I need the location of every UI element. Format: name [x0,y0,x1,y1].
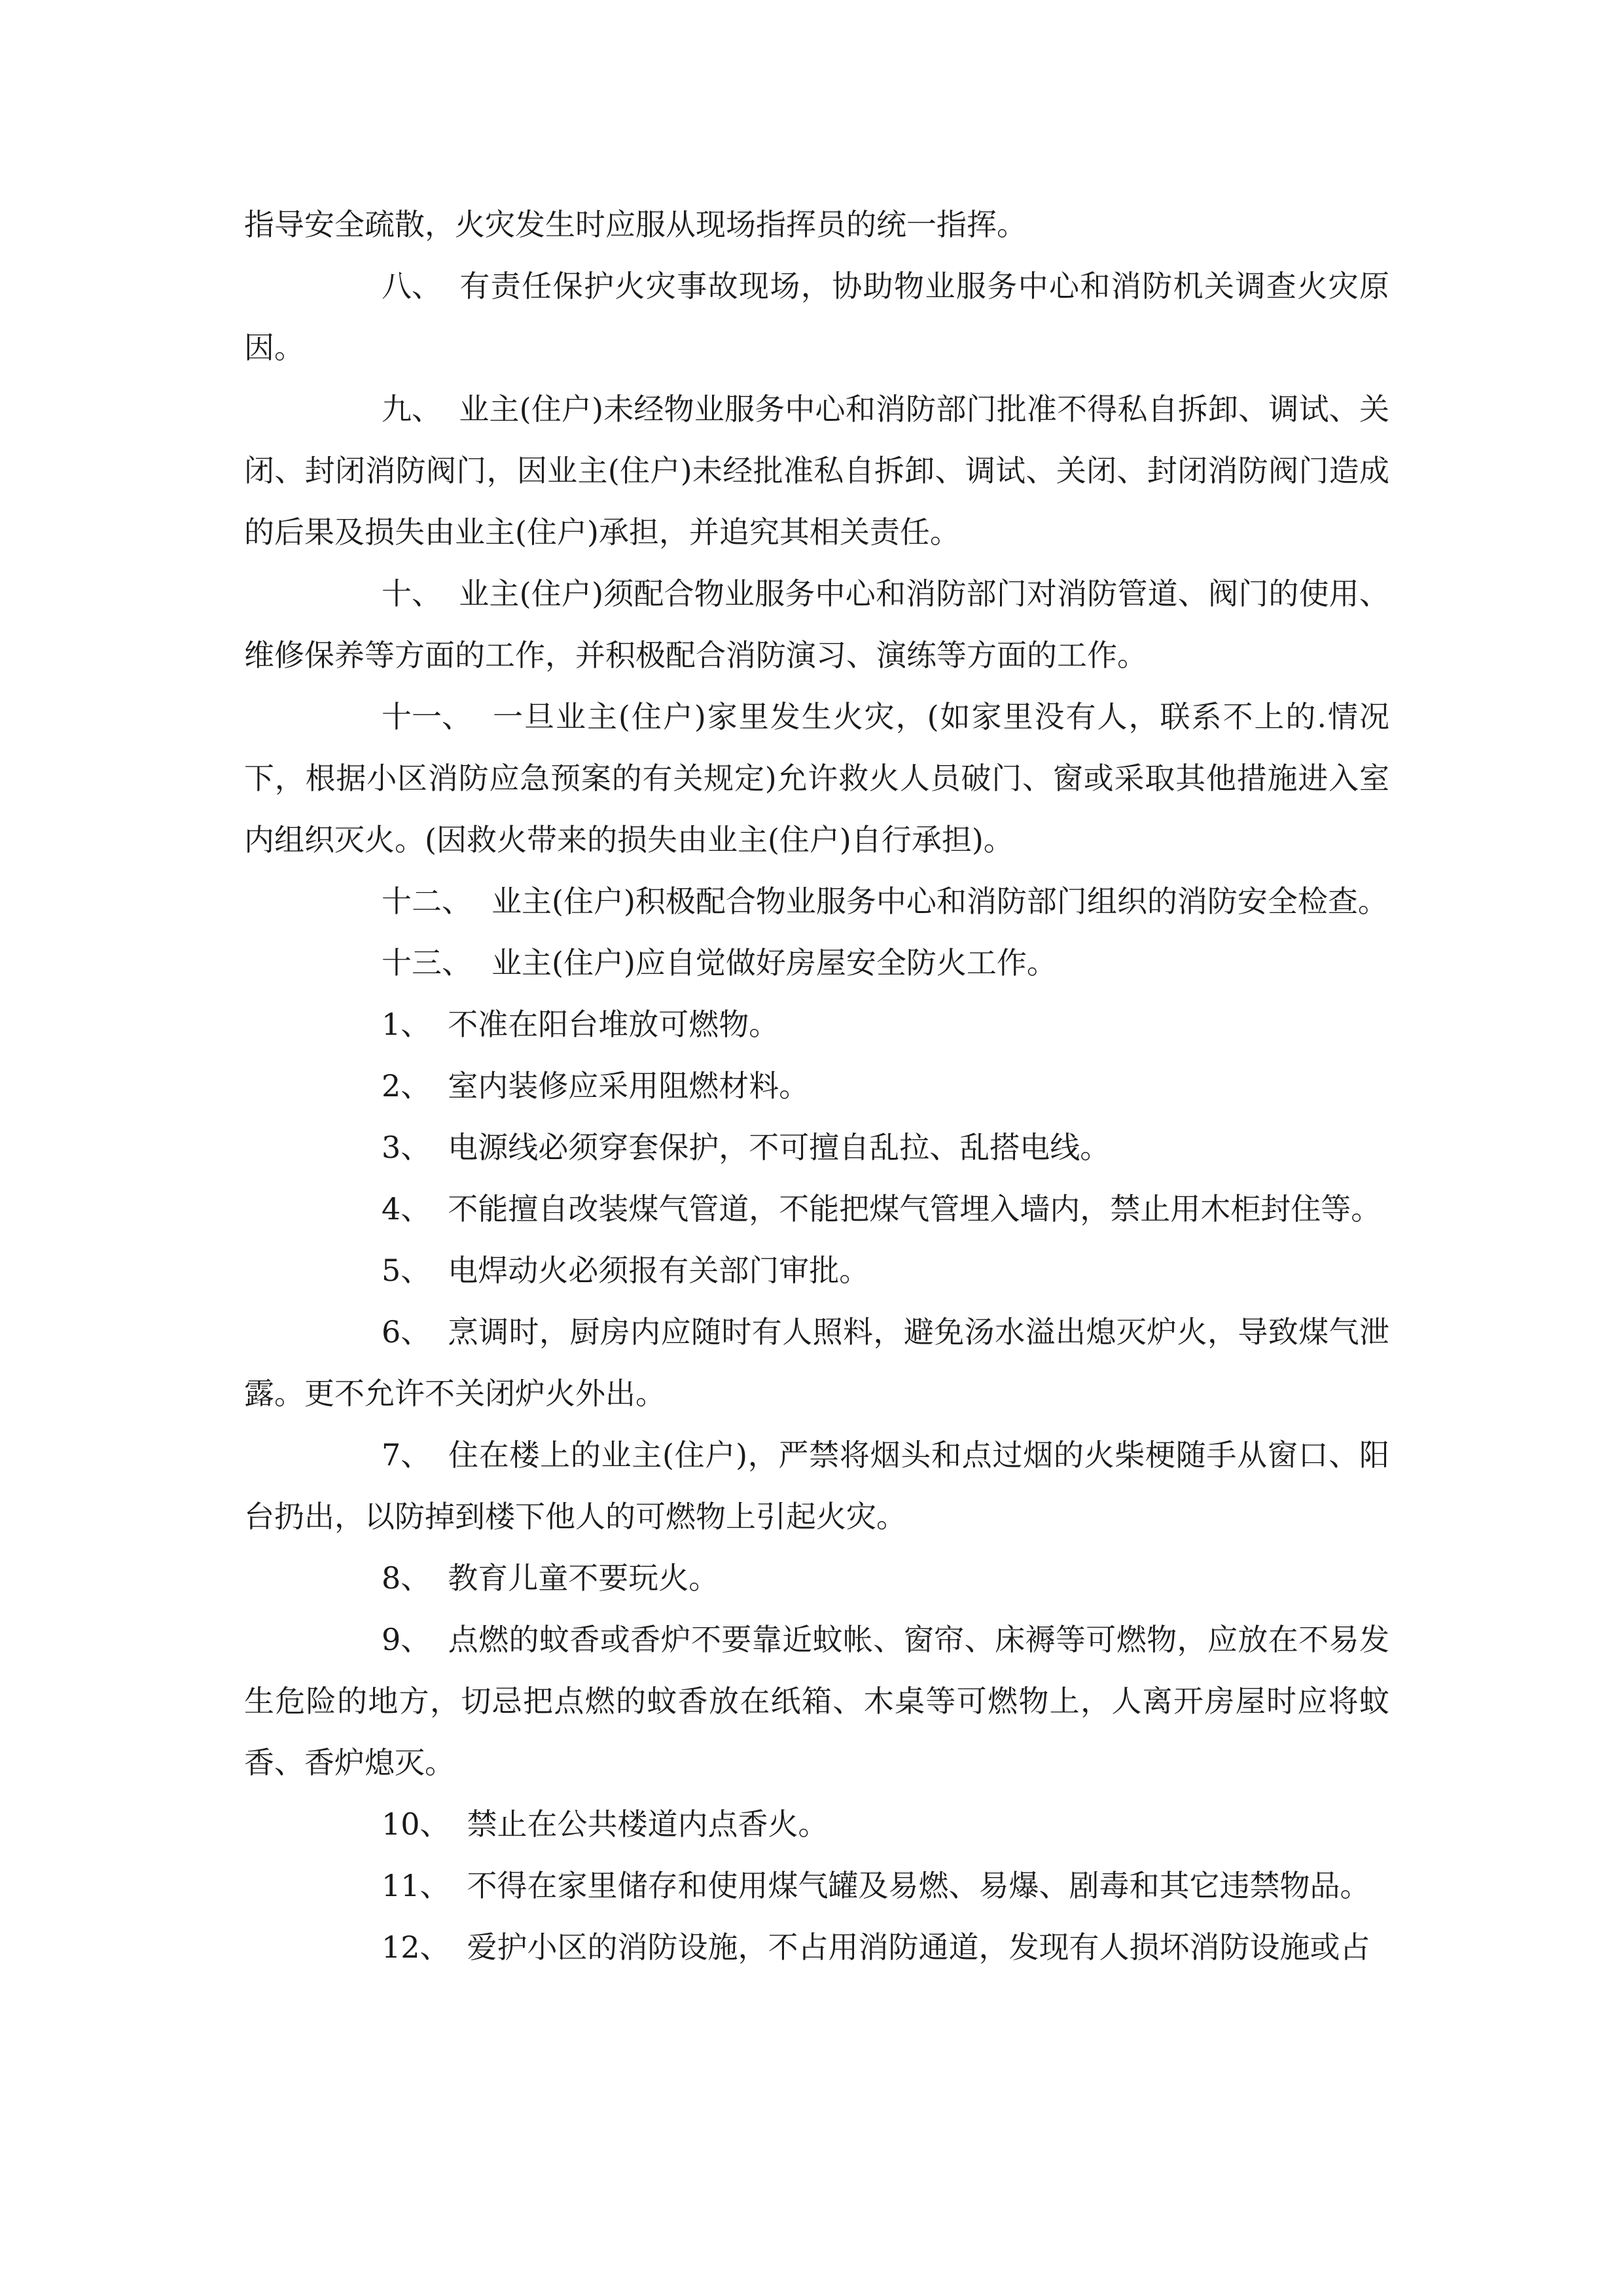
list-number: 2、 [382,1068,431,1103]
clause-12 [244,870,1389,932]
clause-number: 十二、 [382,884,472,919]
list-text: 爱护小区的消防设施，不占用消防通道，发现有人损坏消防设施或占 [467,1929,1370,1965]
list-number: 7、 [382,1437,431,1473]
clause-text: 有责任保护火灾事故现场，协助物业服务中心和消防机关调查火灾原因。 [244,268,1389,365]
document-body [244,194,1389,1978]
list-item-3 [244,1117,1389,1178]
clause-text: 业主(住户)积极配合物业服务中心和消防部门组织的消防安全检查。 [491,884,1388,919]
clause-11 [244,686,1389,870]
list-number: 9、 [382,1622,431,1657]
list-text: 点燃的蚊香或香炉不要靠近蚊帐、窗帘、床褥等可燃物，应放在不易发生危险的地方，切忌把点燃的蚊香放在纸箱、木桌等可燃物上，人离开房屋时应将蚊香、香炉熄灭。 [244,1622,1389,1780]
list-number: 4、 [382,1191,431,1227]
list-number: 11、 [382,1868,450,1903]
clause-9 [244,378,1389,563]
list-number: 1、 [382,1007,431,1042]
list-text: 禁止在公共楼道内点香火。 [467,1806,829,1842]
clause-number: 十一、 [382,699,472,734]
paragraph-text: 指导安全疏散，火灾发生时应服从现场指挥员的统一指挥。 [244,207,1027,242]
list-text: 教育儿童不要玩火。 [448,1560,719,1596]
list-item-4 [244,1178,1389,1240]
paragraph-continuation [244,194,1389,255]
list-text: 室内装修应采用阻燃材料。 [448,1068,810,1103]
list-number: 8、 [382,1560,431,1596]
list-item-1 [244,994,1389,1055]
list-item-8 [244,1547,1389,1609]
list-item-10 [244,1793,1389,1855]
list-item-12 [244,1916,1389,1978]
clause-text: 一旦业主(住户)家里发生火灾，(如家里没有人，联系不上的.情况下，根据小区消防应急预案的有关规定)允许救火人员破门、窗或采取其他措施进入室内组织灭火。(因救火带来的损失由业主(住户)自行承担)。 [244,699,1389,857]
list-item-2 [244,1055,1389,1117]
list-text: 不能擅自改装煤气管道，不能把煤气管埋入墙内，禁止用木柜封住等。 [448,1191,1382,1227]
clause-10 [244,563,1389,686]
list-item-6 [244,1301,1389,1424]
list-text: 不得在家里储存和使用煤气罐及易燃、易爆、剧毒和其它违禁物品。 [467,1868,1370,1903]
list-text: 电源线必须穿套保护，不可擅自乱拉、乱搭电线。 [448,1130,1111,1165]
list-item-9 [244,1609,1389,1793]
list-text: 住在楼上的业主(住户)，严禁将烟头和点过烟的火柴梗随手从窗口、阳台扔出，以防掉到楼下他人的可燃物上引起火灾。 [244,1437,1389,1534]
clause-number: 十三、 [382,945,472,980]
clause-text: 业主(住户)须配合物业服务中心和消防部门对消防管道、阀门的使用、维修保养等方面的工作，并积极配合消防演习、演练等方面的工作。 [244,576,1389,673]
list-number: 3、 [382,1130,431,1165]
list-number: 6、 [382,1314,431,1350]
clause-text: 业主(住户)未经物业服务中心和消防部门批准不得私自拆卸、调试、关闭、封闭消防阀门，因业主(住户)未经批准私自拆卸、调试、关闭、封闭消防阀门造成的后果及损失由业主(住户)承担，并追究其相关责任。 [244,391,1389,550]
list-item-11 [244,1855,1389,1916]
clause-13 [244,932,1389,994]
clause-text: 业主(住户)应自觉做好房屋安全防火工作。 [491,945,1057,980]
list-text: 电焊动火必须报有关部门审批。 [448,1253,870,1288]
list-text: 不准在阳台堆放可燃物。 [448,1007,779,1042]
list-number: 12、 [382,1929,450,1965]
list-number: 5、 [382,1253,431,1288]
clause-number: 九、 [382,391,442,427]
clause-number: 十、 [382,576,442,611]
list-item-5 [244,1240,1389,1301]
clause-8 [244,255,1389,378]
list-text: 烹调时，厨房内应随时有人照料，避免汤水溢出熄灭炉火，导致煤气泄露。更不允许不关闭炉火外出。 [244,1314,1389,1411]
list-number: 10、 [382,1806,450,1842]
list-item-7 [244,1424,1389,1547]
clause-number: 八、 [382,268,442,304]
